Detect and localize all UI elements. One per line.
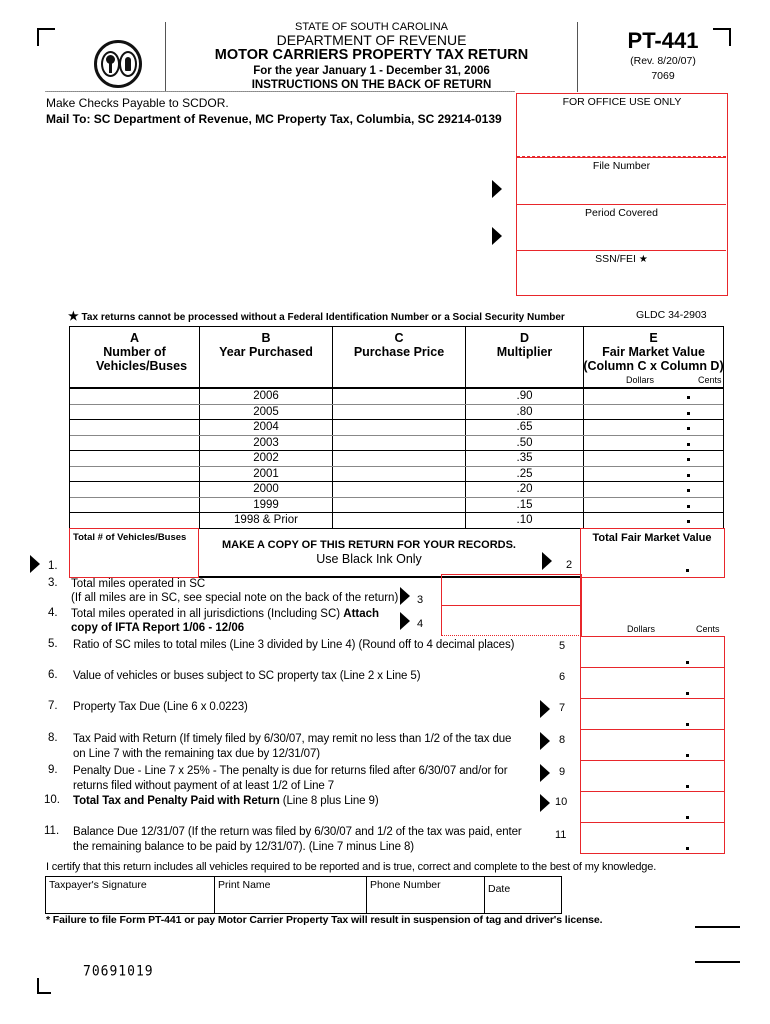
mail-to-address: Mail To: SC Department of Revenue, MC Property Tax, Columbia, SC 29214-0139 — [46, 112, 502, 126]
arrow-line-8-icon — [540, 732, 550, 750]
ssn-fei-label: SSN/FEI — [595, 253, 636, 265]
purchase-price-input[interactable] — [333, 467, 465, 483]
column-b-header: B Year Purchased — [219, 331, 313, 359]
decimal-point — [687, 489, 690, 492]
arrow-line-10-icon — [540, 794, 550, 812]
dollars-label: Dollars — [627, 624, 656, 634]
star-icon: ★ — [68, 309, 79, 323]
instructions-note: INSTRUCTIONS ON THE BACK OF RETURN — [251, 79, 492, 91]
print-name-field[interactable]: Print Name — [215, 877, 367, 914]
table-row — [70, 497, 723, 513]
table-row — [70, 512, 723, 528]
fair-market-value-input[interactable] — [584, 389, 723, 405]
line-7-number: 7. — [48, 700, 58, 712]
line-8-amount-field[interactable] — [580, 729, 725, 761]
decimal-point — [687, 520, 690, 523]
year-purchased: 2003 — [253, 436, 279, 449]
purchase-price-input[interactable] — [333, 498, 465, 514]
suspension-warning: * Failure to file Form PT-441 or pay Motor Carrier Property Tax will result in suspension of tag and driver's license. — [46, 914, 603, 926]
multiplier: .50 — [516, 436, 533, 449]
multiplier: .15 — [516, 498, 533, 511]
multiplier: .10 — [516, 514, 533, 526]
arrow-line-3-icon — [400, 587, 410, 605]
multiplier: .65 — [516, 421, 533, 433]
year-purchased: 2004 — [253, 421, 279, 433]
table-row — [70, 466, 723, 482]
line-4-number: 4. — [48, 607, 58, 619]
line-10-number: 10. — [44, 794, 60, 806]
year-purchased: 1999 — [253, 498, 279, 511]
department-name: DEPARTMENT OF REVENUE — [276, 32, 467, 48]
line-6-amount-field[interactable] — [580, 667, 725, 699]
dollars-label: Dollars — [626, 375, 655, 385]
line-1-number: 1. — [48, 560, 58, 572]
fair-market-value-input[interactable] — [584, 405, 723, 421]
fair-market-value-input[interactable] — [584, 420, 723, 436]
date-field[interactable]: Date — [485, 877, 562, 914]
file-number-field[interactable] — [517, 157, 726, 204]
decimal-point — [687, 412, 690, 415]
multiplier: .80 — [516, 405, 533, 418]
line-8-number: 8. — [48, 732, 58, 744]
line-4-ref: 4 — [417, 618, 424, 630]
line-5-number: 5. — [48, 638, 58, 650]
column-c-header: C Purchase Price — [353, 331, 445, 359]
year-purchased: 2006 — [253, 390, 279, 402]
payable-note: Make Checks Payable to SCDOR. — [46, 96, 229, 110]
decimal-point — [686, 847, 689, 850]
line-3-ref: 3 — [417, 594, 424, 606]
line-4-field[interactable] — [441, 605, 581, 636]
line-5-text: Ratio of SC miles to total miles (Line 3 divided by Line 4) (Round off to 4 decimal places) — [73, 639, 515, 651]
period-covered-field[interactable] — [517, 204, 726, 250]
line-2-ref: 2 — [566, 559, 573, 571]
purchase-price-input[interactable] — [333, 420, 465, 436]
registration-mark-bottom-left — [37, 978, 51, 994]
state-name: STATE OF SOUTH CAROLINA — [295, 21, 448, 33]
line-11-amount-field[interactable] — [580, 822, 725, 854]
line-10-ref: 10 — [555, 796, 568, 808]
vehicles-input[interactable] — [70, 482, 199, 498]
multiplier: .35 — [516, 452, 533, 464]
table-row — [70, 481, 723, 497]
arrow-period-covered-icon — [492, 227, 502, 245]
vehicles-input[interactable] — [70, 389, 199, 405]
decimal-point — [686, 754, 689, 757]
phone-number-field[interactable]: Phone Number — [367, 877, 485, 914]
scan-mark-2 — [695, 961, 740, 963]
total-fmv-label: Total Fair Market Value — [592, 532, 712, 544]
decimal-point — [687, 443, 690, 446]
line-6-ref: 6 — [559, 671, 566, 683]
office-use-title: FOR OFFICE USE ONLY — [562, 96, 682, 108]
arrow-line-1-icon — [30, 555, 40, 573]
multiplier: .25 — [516, 467, 533, 480]
arrow-line-9-icon — [540, 764, 550, 782]
arrow-line-4-icon — [400, 612, 410, 630]
line-9-number: 9. — [48, 764, 58, 776]
signature-table — [45, 876, 562, 914]
purchase-price-input[interactable] — [333, 436, 465, 452]
period-covered-label: Period Covered — [585, 207, 658, 219]
line-6-number: 6. — [48, 669, 58, 681]
arrow-line-7-icon — [540, 700, 550, 718]
purchase-price-input[interactable] — [333, 405, 465, 421]
vehicles-input[interactable] — [70, 420, 199, 436]
decimal-point — [686, 661, 689, 664]
line-5-amount-field[interactable] — [580, 636, 725, 668]
vehicles-input[interactable] — [70, 451, 199, 467]
vehicle-table-body — [69, 388, 724, 528]
line-9-amount-field[interactable] — [580, 760, 725, 792]
decimal-point — [686, 785, 689, 788]
year-purchased: 2000 — [253, 483, 279, 495]
decimal-point — [686, 816, 689, 819]
purchase-price-input[interactable] — [333, 451, 465, 467]
fair-market-value-input[interactable] — [584, 436, 723, 452]
certification-text: I certify that this return includes all vehicles required to be reported and is true, correct and complete to the best of my knowledge. — [46, 861, 657, 873]
fair-market-value-input[interactable] — [584, 513, 723, 529]
scan-mark-1 — [695, 926, 740, 928]
decimal-point — [687, 427, 690, 430]
purchase-price-input[interactable] — [333, 513, 465, 529]
total-fair-market-value-field[interactable] — [580, 528, 725, 578]
table-header — [69, 326, 724, 388]
state-seal-icon — [94, 40, 142, 88]
column-e-header: E Fair Market Value (Column C x Column D) — [583, 331, 724, 373]
line-8-ref: 8 — [559, 734, 566, 746]
form-title: MOTOR CARRIERS PROPERTY TAX RETURN — [214, 47, 529, 63]
line-3-number: 3. — [48, 577, 58, 589]
star-icon: ★ — [638, 254, 648, 265]
vehicles-input[interactable] — [70, 405, 199, 421]
decimal-point — [686, 569, 689, 572]
fair-market-value-input[interactable] — [584, 482, 723, 498]
total-vehicles-field[interactable] — [69, 528, 199, 578]
copy-notice: MAKE A COPY OF THIS RETURN FOR YOUR RECORDS. — [222, 539, 516, 551]
line-11-ref: 11 — [555, 829, 567, 841]
line-8-text: Tax Paid with Return (If timely filed by 6/30/07, may remit no less than 1/2 of the tax due on Line 7 with the remaining tax due by 12/31/07) — [73, 733, 512, 760]
line-5-ref: 5 — [559, 640, 566, 652]
fair-market-value-input[interactable] — [584, 498, 723, 514]
line-6-text: Value of vehicles or buses subject to SC property tax (Line 2 x Line 5) — [73, 670, 421, 682]
year-purchased: 2001 — [253, 467, 279, 480]
gldc-code: GLDC 34-2903 — [636, 309, 707, 321]
line-9-text: Penalty Due - Line 7 x 25% - The penalty is due for returns filed after 6/30/07 and/or for returns filed without payment of at least 1/2 of Line 7 — [73, 765, 508, 792]
vehicles-input[interactable] — [70, 513, 199, 529]
decimal-point — [686, 692, 689, 695]
purchase-price-input[interactable] — [333, 389, 465, 405]
ssn-fei-field[interactable] — [517, 250, 726, 295]
table-row — [70, 419, 723, 435]
file-number-label: File Number — [592, 160, 651, 172]
table-row — [70, 435, 723, 451]
column-a-header: A Number of Vehicles/Buses — [96, 331, 188, 373]
line-3-text: Total miles operated in SC (If all miles are in SC, see special note on the back of the return) — [71, 578, 399, 604]
fair-market-value-input[interactable] — [584, 467, 723, 483]
line-9-ref: 9 — [559, 766, 566, 778]
line-4-text: Total miles operated in all jurisdictions (Including SC) Attach copy of IFTA Report 1/06 - 12/06 — [71, 608, 380, 634]
year-purchased: 2005 — [253, 405, 279, 418]
ink-notice: Use Black Ink Only — [316, 552, 422, 566]
line-3-field[interactable] — [441, 574, 581, 606]
office-use-box — [516, 93, 728, 296]
arrow-line-2-icon — [542, 552, 552, 570]
form-number: PT-441 — [627, 28, 699, 53]
form-code: 7069 — [651, 70, 675, 82]
cents-label: Cents — [696, 624, 720, 634]
vehicles-input[interactable] — [70, 498, 199, 514]
scan-line-number: 70691019 — [83, 963, 154, 980]
line-11-number: 11. — [44, 825, 60, 837]
form-revision: (Rev. 8/20/07) — [630, 55, 696, 67]
total-vehicles-label: Total # of Vehicles/Buses — [73, 532, 187, 543]
vehicles-input[interactable] — [70, 467, 199, 483]
table-row — [70, 450, 723, 466]
decimal-point — [686, 723, 689, 726]
table-row — [70, 388, 723, 404]
ssn-notice: Tax returns cannot be processed without a Federal Identification Number or a Social Security Number — [81, 312, 565, 323]
arrow-file-number-icon — [492, 180, 502, 198]
registration-mark-top-left — [37, 28, 55, 46]
multiplier: .20 — [516, 483, 533, 495]
line-7-text: Property Tax Due (Line 6 x 0.0223) — [73, 701, 248, 713]
taxpayer-signature-field[interactable]: Taxpayer's Signature — [46, 877, 215, 914]
line-7-ref: 7 — [559, 702, 566, 714]
line-10-amount-field[interactable] — [580, 791, 725, 823]
fair-market-value-input[interactable] — [584, 451, 723, 467]
decimal-point — [687, 505, 690, 508]
cents-label: Cents — [698, 375, 722, 385]
decimal-point — [687, 458, 690, 461]
table-row — [70, 404, 723, 420]
header-rule — [45, 91, 515, 92]
decimal-point — [687, 474, 690, 477]
column-d-header: D Multiplier — [496, 331, 553, 359]
tax-year: For the year January 1 - December 31, 2006 — [253, 65, 490, 77]
multiplier: .90 — [516, 390, 533, 402]
year-purchased: 2002 — [253, 452, 279, 464]
line-11-text: Balance Due 12/31/07 (If the return was filed by 6/30/07 and 1/2 of the tax was paid, enter the remaining balance to be paid by 12/31/07). (Line 7 minus Line 8) — [73, 826, 522, 853]
copy-notice-area — [199, 528, 580, 578]
vehicles-input[interactable] — [70, 436, 199, 452]
decimal-point — [687, 396, 690, 399]
year-purchased: 1998 & Prior — [234, 514, 298, 526]
purchase-price-input[interactable] — [333, 482, 465, 498]
line-7-amount-field[interactable] — [580, 698, 725, 730]
line-10-text: Total Tax and Penalty Paid with Return (Line 8 plus Line 9) — [73, 795, 379, 807]
